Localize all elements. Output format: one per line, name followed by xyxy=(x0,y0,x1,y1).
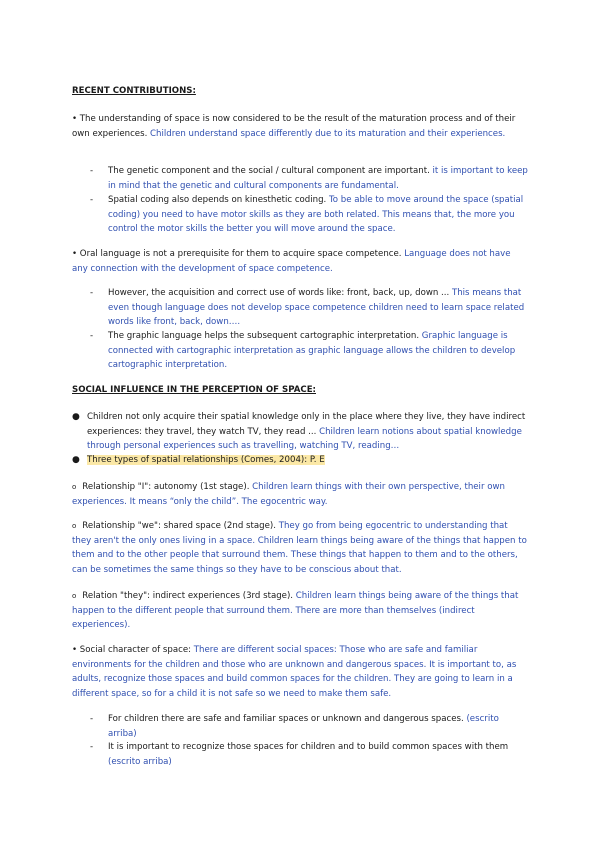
relationship-text: Relationship "I": autonomy (1st stage). xyxy=(82,482,253,492)
dash-marker: - xyxy=(90,195,94,205)
circle-marker: o xyxy=(72,592,77,600)
item-graphic-language xyxy=(108,329,528,373)
relationship-text: Relation "they": indirect experiences (3rd stage). xyxy=(82,591,296,601)
item-words-acquisition xyxy=(108,286,528,330)
paragraph-oral-language xyxy=(72,247,527,276)
relationship-note: Children learn things with their own perspective, their own experiences. It means “only the child”. The egocentric way. xyxy=(72,482,505,507)
paragraph-note: There are different social spaces: Those who are safe and familiar environments for the children and those who are unknown and dangerous spaces. It is important to, as adults, recognize those spaces and build common spaces for the children. They are going to learn in a different space, so for a child it is not safe so we need to make them safe. xyxy=(72,645,517,699)
item-text: The genetic component and the social / cultural component are important. xyxy=(108,166,433,176)
dash-marker: - xyxy=(90,742,94,752)
paragraph-understanding-space xyxy=(72,112,527,141)
item-safe-spaces xyxy=(108,712,528,741)
relationship-note: Children learn things being aware of the things that happen to the different people that surround them. There are more than themselves (indirect experiences). xyxy=(72,591,519,631)
item-note: (escrito arriba) xyxy=(108,714,499,739)
highlighted-text: Three types of spatial relationships (Comes, 2004): P. E xyxy=(87,455,325,465)
item-note: Graphic language is connected with cartographic interpretation as graphic language allows the children to develop cartographic interpretation. xyxy=(108,331,516,371)
item-note: To be able to move around the space (spatial coding) you need to have motor skills as they are both related. This means that, the more you control the motor skills the better you will move around the space. xyxy=(108,195,524,235)
dash-marker: - xyxy=(90,714,94,724)
paragraph-note: Children understand space differently due to its maturation and their experiences. xyxy=(150,128,506,139)
relationship-note: They go from being egocentric to understanding that they aren't the only ones living in a space. Children learn things being aware of the things that happen to them and to the other people that surround them. These things that happen to them and to the others, can be sometimes the same things so they have to be conscious about that. xyxy=(72,521,527,575)
heading-recent-contributions: RECENT CONTRIBUTIONS: xyxy=(72,86,196,96)
item-note: This means that even though language does not develop space competence children need to learn space related words like front, back, down…. xyxy=(108,288,525,328)
relationship-text: Relationship "we": shared space (2nd stage). xyxy=(82,521,279,531)
bullet-marker: ● xyxy=(72,455,80,465)
bullet-spatial-knowledge xyxy=(87,410,527,454)
dash-marker: - xyxy=(90,166,94,176)
paragraph-text: • The understanding of space is now considered to be the result of the maturation process and of their own experiences. xyxy=(72,114,516,139)
item-note: (escrito arriba) xyxy=(108,756,172,767)
relationship-we xyxy=(72,519,527,577)
paragraph-note: Language does not have any connection with the development of space competence. xyxy=(72,249,511,274)
bullet-text: Children not only acquire their spatial knowledge only in the place where they live, they have indirect experiences: they travel, they watch TV, they read ... xyxy=(87,412,526,437)
bullet-spatial-relationships xyxy=(87,453,527,468)
item-genetic-component xyxy=(108,164,528,193)
paragraph-text: • Social character of space: xyxy=(72,645,194,655)
dash-marker: - xyxy=(90,331,94,341)
item-text: It is important to recognize those spaces for children and to build common spaces with them xyxy=(108,742,509,752)
bullet-marker: ● xyxy=(72,412,80,422)
relationship-they xyxy=(72,589,527,633)
paragraph-text: • Oral language is not a prerequisite for them to acquire space competence. xyxy=(72,249,405,259)
item-text: The graphic language helps the subsequent cartographic interpretation. xyxy=(108,331,422,341)
heading-social-influence: SOCIAL INFLUENCE IN THE PERCEPTION OF SPACE: xyxy=(72,385,316,395)
circle-marker: o xyxy=(72,522,77,530)
item-text: However, the acquisition and correct use of words like: front, back, up, down ... xyxy=(108,288,452,298)
circle-marker: o xyxy=(72,483,77,491)
item-spatial-coding xyxy=(108,193,528,237)
relationship-i xyxy=(72,480,527,509)
item-note: it is important to keep in mind that the genetic and cultural components are fundamental. xyxy=(108,166,528,191)
dash-marker: - xyxy=(90,288,94,298)
item-recognize-spaces xyxy=(108,740,528,769)
item-text: For children there are safe and familiar spaces or unknown and dangerous spaces. xyxy=(108,714,467,724)
paragraph-social-character xyxy=(72,643,527,701)
item-text: Spatial coding also depends on kinesthetic coding. xyxy=(108,195,330,205)
bullet-note: Children learn notions about spatial knowledge through personal experiences such as travelling, watching TV, reading… xyxy=(87,426,522,452)
